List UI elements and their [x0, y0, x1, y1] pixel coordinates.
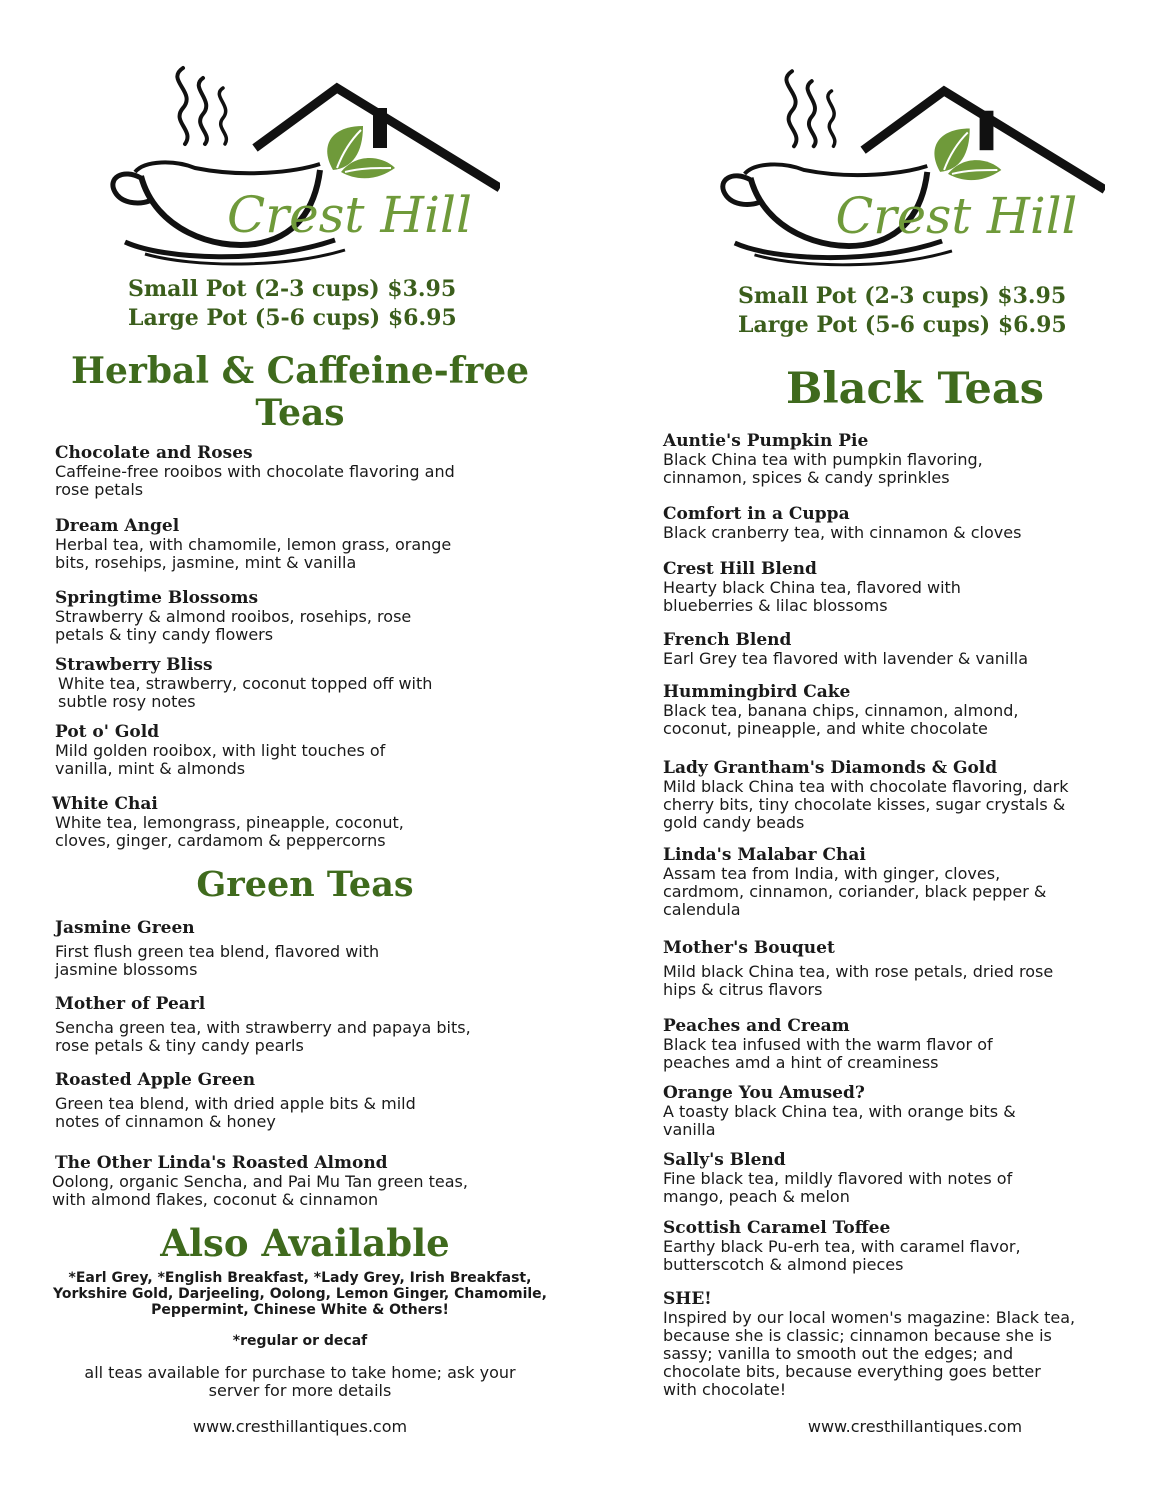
- list-item: [663, 759, 1103, 832]
- herbal-title-line2: Teas: [255, 392, 345, 434]
- item-name: Jasmine Green: [55, 918, 195, 938]
- item-description: Black cranberry tea, with cinnamon & cloves: [663, 523, 1022, 542]
- list-item: [663, 1084, 1103, 1139]
- item-description: Mild black China tea, with rose petals, dried rose hips & citrus flavors: [663, 962, 1054, 999]
- item-description: Green tea blend, with dried apple bits & mild notes of cinnamon & honey: [55, 1094, 416, 1131]
- item-name: The Other Linda's Roasted Almond: [55, 1153, 388, 1173]
- item-description: Black tea, banana chips, cinnamon, almond, coconut, pineapple, and white chocolate: [663, 701, 1019, 738]
- list-item: [55, 517, 495, 572]
- list-item: [663, 631, 1103, 668]
- item-name: Strawberry Bliss: [55, 655, 213, 675]
- list-item: [52, 795, 492, 850]
- herbal-section-title: [40, 350, 560, 434]
- item-name: Hummingbird Cake: [663, 682, 851, 702]
- item-description: A toasty black China tea, with orange bits & vanilla: [663, 1102, 1016, 1139]
- website-link[interactable]: www.cresthillantiques.com: [807, 1417, 1023, 1436]
- herbal-title-line1: Herbal & Caffeine-free: [70, 350, 529, 392]
- item-name: Chocolate and Roses: [55, 443, 253, 463]
- item-name: Peaches and Cream: [663, 1016, 850, 1036]
- item-description: First flush green tea blend, flavored with jasmine blossoms: [55, 942, 380, 979]
- item-name: Orange You Amused?: [663, 1083, 865, 1103]
- item-description: Black tea infused with the warm flavor of peaches amd a hint of creaminess: [663, 1035, 993, 1072]
- logo-text: Crest Hill: [835, 187, 1078, 246]
- item-name: White Chai: [52, 794, 158, 814]
- item-description: Assam tea from India, with ginger, cloves, cardmom, cinnamon, coriander, black pepper & calendula: [663, 864, 1047, 919]
- price-small-pot: Small Pot (2-3 cups) $3.95: [738, 283, 1067, 309]
- list-item: [55, 995, 495, 1055]
- list-item: [663, 683, 1103, 738]
- price-large-pot: Large Pot (5-6 cups) $6.95: [128, 305, 457, 331]
- item-description: Herbal tea, with chamomile, lemon grass, orange bits, rosehips, jasmine, mint & vanilla: [55, 535, 452, 572]
- list-item: [52, 1154, 492, 1209]
- also-available-title: Also Available: [160, 1221, 450, 1265]
- item-name: Roasted Apple Green: [55, 1070, 256, 1090]
- crest-hill-logo: [715, 62, 1105, 272]
- item-name: Crest Hill Blend: [663, 559, 817, 579]
- item-description: White tea, strawberry, coconut topped off with subtle rosy notes: [58, 674, 433, 711]
- list-item: [55, 656, 495, 711]
- item-description: Fine black tea, mildly flavored with notes of mango, peach & melon: [663, 1169, 1013, 1206]
- item-name: Auntie's Pumpkin Pie: [663, 431, 869, 451]
- teacup-house-logo-icon: [715, 62, 1105, 272]
- item-description: Mild golden rooibox, with light touches of vanilla, mint & almonds: [55, 741, 386, 778]
- list-item: [55, 723, 495, 778]
- list-item: [663, 560, 1103, 615]
- list-item: [55, 919, 495, 979]
- also-available-list: *Earl Grey, *English Breakfast, *Lady Grey, Irish Breakfast, Yorkshire Gold, Darjeeling, Oolong, Lemon Ginger, Chamomile, Peppermint, Chinese White & Others!: [52, 1270, 547, 1318]
- item-description: Inspired by our local women's magazine: Black tea, because she is classic; cinnamon because she is sassy; vanilla to smooth out the edges; and chocolate bits, because everything goes better with chocolate!: [663, 1308, 1076, 1399]
- list-item: [55, 444, 495, 499]
- list-item: [663, 1219, 1103, 1274]
- item-description: Hearty black China tea, flavored with blueberries & lilac blossoms: [663, 578, 961, 615]
- list-item: [663, 505, 1103, 542]
- item-name: Springtime Blossoms: [55, 588, 259, 608]
- decaf-note: *regular or decaf: [232, 1333, 368, 1349]
- item-name: Sally's Blend: [663, 1150, 786, 1170]
- item-description: Strawberry & almond rooibos, rosehips, rose petals & tiny candy flowers: [55, 607, 412, 644]
- green-section-title: Green Teas: [196, 864, 414, 905]
- crest-hill-logo: [105, 60, 500, 270]
- purchase-note: all teas available for purchase to take home; ask your server for more details: [84, 1363, 516, 1400]
- item-name: Scottish Caramel Toffee: [663, 1218, 891, 1238]
- item-description: White tea, lemongrass, pineapple, coconut, cloves, ginger, cardamom & peppercorns: [55, 813, 404, 850]
- item-name: Pot o' Gold: [55, 722, 160, 742]
- list-item: [663, 432, 1103, 487]
- item-name: Mother of Pearl: [55, 994, 206, 1014]
- item-description: Black China tea with pumpkin flavoring, cinnamon, spices & candy sprinkles: [663, 450, 983, 487]
- item-name: Linda's Malabar Chai: [663, 845, 866, 865]
- list-item: [663, 1290, 1103, 1399]
- list-item: [663, 1151, 1103, 1206]
- logo-text: Crest Hill: [227, 186, 472, 244]
- item-name: Lady Grantham's Diamonds & Gold: [663, 758, 998, 778]
- price-small-pot: Small Pot (2-3 cups) $3.95: [128, 276, 457, 302]
- item-description: Caffeine-free rooibos with chocolate flavoring and rose petals: [55, 462, 455, 499]
- item-description: Earthy black Pu-erh tea, with caramel flavor, butterscotch & almond pieces: [663, 1237, 1021, 1274]
- item-name: SHE!: [663, 1289, 712, 1309]
- teacup-house-logo-icon: [105, 60, 500, 270]
- black-teas-title: Black Teas: [786, 364, 1044, 414]
- item-name: French Blend: [663, 630, 792, 650]
- price-large-pot: Large Pot (5-6 cups) $6.95: [738, 312, 1067, 338]
- list-item: [55, 589, 495, 644]
- item-description: Mild black China tea with chocolate flavoring, dark cherry bits, tiny chocolate kisses, sugar crystals & gold candy beads: [663, 777, 1069, 832]
- item-description: Earl Grey tea flavored with lavender & vanilla: [663, 649, 1029, 668]
- list-item: [663, 1017, 1103, 1072]
- item-description: Sencha green tea, with strawberry and papaya bits, rose petals & tiny candy pearls: [55, 1018, 471, 1055]
- item-name: Dream Angel: [55, 516, 180, 536]
- item-description: Oolong, organic Sencha, and Pai Mu Tan green teas, with almond flakes, coconut & cinnamon: [52, 1172, 468, 1209]
- item-name: Comfort in a Cuppa: [663, 504, 850, 524]
- list-item: [663, 846, 1103, 919]
- website-link[interactable]: www.cresthillantiques.com: [192, 1417, 408, 1436]
- item-name: Mother's Bouquet: [663, 938, 835, 958]
- list-item: [663, 939, 1103, 999]
- list-item: [55, 1071, 495, 1131]
